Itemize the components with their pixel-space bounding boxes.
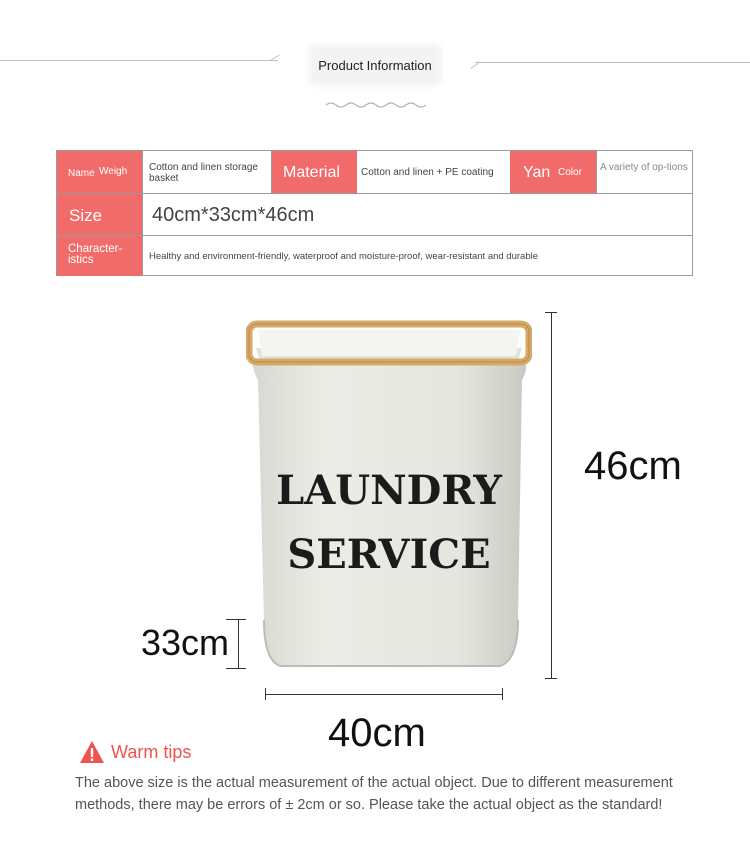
table-divider [142,236,143,276]
table-divider [596,151,597,193]
color-label: Color [558,167,582,178]
name-weigh-header-cell [57,151,142,193]
depth-dimension-label: 33cm [141,622,230,663]
basket-print-line1: LAUNDRY [276,467,502,514]
header-divider-right [475,62,750,63]
yan-color-header-cell [510,151,596,193]
table-divider [142,151,143,193]
height-dimension-label: 46cm [584,444,682,488]
warm-tips-text: The above size is the actual measurement of the actual object. Due to different measurement methods, there may be errors of ± 2cm or so. Please take the actual object as the standard! [75,775,673,813]
warning-icon [79,740,105,764]
header-divider-right-tick [471,62,480,69]
header-wave-ornament [326,100,426,110]
depth-dimension-cap-bottom [226,668,246,669]
table-divider [142,194,143,235]
header-divider-left [0,60,278,61]
color-value: A variety of op-tions [600,162,688,173]
product-spec-table [56,150,693,276]
laundry-basket-image [246,320,532,674]
table-row-divider [57,235,692,236]
height-dimension-cap-bottom [545,678,557,679]
height-dimension-cap-top [545,312,557,313]
yan-label: Yan [523,164,551,181]
material-value: Cotton and linen + PE coating [361,167,494,178]
size-header-cell [57,194,142,235]
table-row-divider [57,193,692,194]
table-divider [271,151,272,193]
name-label: Name [68,168,95,179]
depth-dimension-cap-top [226,619,246,620]
depth-dimension-line [238,619,239,669]
warm-tips-title: Warm tips [111,742,192,762]
width-dimension-line [265,694,502,695]
size-label: Size [69,206,103,225]
width-dimension-label: 40cm [328,711,426,755]
width-dimension-cap-left [265,688,266,700]
basket-print-line2: SERVICE [287,531,491,578]
characteristics-header-cell [57,236,142,276]
material-header-cell [271,151,357,193]
name-value: Cotton and linen storage basket [149,162,258,184]
width-dimension-cap-right [502,688,503,700]
characteristics-value: Healthy and environment-friendly, waterproof and moisture-proof, wear-resistant and durable [149,251,538,262]
material-label: Material [283,164,340,181]
characteristics-label: Character-istics [68,243,123,266]
size-value: 40cm*33cm*46cm [152,204,315,226]
page-title: Product Information [318,58,432,73]
height-dimension-line [551,312,552,678]
weigh-label: Weigh [99,166,128,177]
